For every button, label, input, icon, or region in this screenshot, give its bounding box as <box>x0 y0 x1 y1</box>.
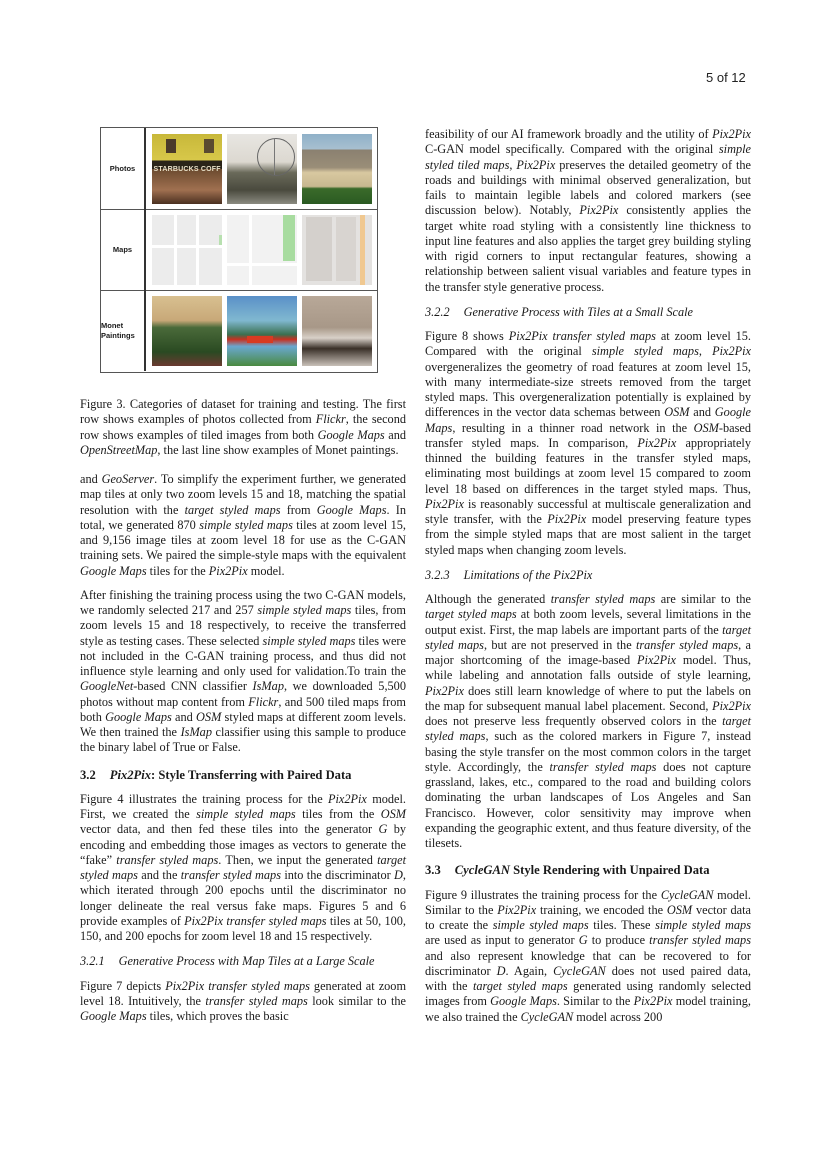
subsection-heading-3-2-2: 3.2.2 Generative Process with Tiles at a Small Scale <box>425 304 693 319</box>
sign-text: STARBUCKS COFF <box>153 165 221 173</box>
monet-red-boats <box>227 296 297 366</box>
monet-winter-scene <box>302 296 372 366</box>
monet-landscape <box>152 296 222 366</box>
left-column <box>80 127 406 1033</box>
figure-row-photos <box>101 128 377 210</box>
paragraph: Figure 7 depicts Pix2Pix transfer styled maps generated at zoom level 18. Intuitively, the transfer styled maps look similar to the Google Maps tiles, which proves the basic <box>80 978 407 1023</box>
paragraph: Figure 8 shows Pix2Pix transfer styled maps at zoom level 15. Compared with the original simple styled maps, Pix2Pix overgeneralizes the geometry of road features at zoom level 15, with many intermediate-size streets removed from the target styled maps. This overgeneralization potentially is explained by differences in the vector data schemas between OSM and Google Maps, resulting in a thinner road network in the OSM-based transfer styled maps. In comparison, Pix2Pix appropriately thinned the building features in the transfer styled maps, eliminating most buildings at zoom level 15 compared to zoom level 18 based on differences in the target styled maps. Thus, Pix2Pix is reasonably successful at multiscale generalization and style transfer, with the Pix2Pix model preserving feature types from the simple styled maps that are most salient in the target styled maps when changing zoom levels. <box>425 329 752 557</box>
paragraph: feasibility of our AI framework broadly and the utility of Pix2Pix C-GAN model specifically. Compared with the original simple styled tiled maps, Pix2Pix preserves the detailed geometry of the roads and buildings with minimal observed generalization, but fails to maintain legible labels and colored markers (see discussion below). Notably, Pix2Pix consistently applies the target white road styling with a consistently line thickness to input line features and also applies the target grey building styling with rigid corners to input rectangular features, showing a relationship between salient visual variables and feature types in the transfer style generative process. <box>425 127 752 294</box>
subsection-heading-3-2-1: 3.2.1 Generative Process with Map Tiles at a Large Scale <box>80 954 375 969</box>
right-column <box>425 127 751 1034</box>
paragraph: Although the generated transfer styled maps are similar to the target styled maps at both zoom levels, several limitations in the output exist. First, the map labels are important parts of the target styled maps, but are not preserved in the transfer styled maps, a major shortcoming of the image-based Pix2Pix model. Thus, while labeling and annotation falls outside of style learning, Pix2Pix does still learn knowledge of where to put the labels on the map for subsequent manual label placement. Second, Pix2Pix does not preserve less frequently observed colors in the target styled maps, such as the colored markers in Figure 7, instead basing the style transfer on the most common colors in the target style. Accordingly, the transfer styled maps does not capture grassland, lakes, etc., compared to the road and building colors dominating the urban landscapes of Los Angeles and San Francisco. However, color sensitivity may improve when expanding the geographic extent, and thus feature diversity, of the tilesets. <box>425 592 752 850</box>
google-map-tile-2 <box>227 215 297 285</box>
row-label: Maps <box>101 209 146 290</box>
osm-map-tile <box>302 215 372 285</box>
paragraph: Figure 9 illustrates the training process for the CycleGAN model. Similar to the Pix2Pix training, we encoded the OSM vector data to create the simple styled maps tiles. These simple styled maps are used as input to generator G to produce transfer styled maps and also represent knowledge that can be recovered to for discriminator D. Again, CycleGAN does not used paired data, with the target styled maps generated using randomly selected images from Google Maps. Similar to the Pix2Pix model training, we also trained the CycleGAN model across 200 <box>425 887 751 1024</box>
section-heading-3-2: 3.2 Pix2Pix: Style Transferring with Paired Data <box>80 767 352 782</box>
subsection-heading-3-2-3: 3.2.3 Limitations of the Pix2Pix <box>425 567 593 582</box>
ferris-wheel-photo <box>227 134 297 204</box>
figure-row-monet <box>101 290 377 371</box>
starbucks-photo <box>152 134 222 204</box>
paragraph: and GeoServer. To simplify the experiment further, we generated map tiles at only two zoom levels 15 and 18, matching the spatial resolution with the target styled maps from Google Maps. In total, we generated 870 simple styled maps tiles at zoom level 15, and 9,156 image tiles at zoom level 18 for use as the C-GAN training sets. We paired the simple-style maps with the equivalent Google Maps tiles for the Pix2Pix model. <box>80 472 406 578</box>
paragraph: After finishing the training process using the two C-GAN models, we randomly selected 217 and 257 simple styled maps tiles, from zoom levels 15 and 18 respectively, to receive the transferred style as testing cases. These selected simple styled maps tiles were not included in the C-GAN training process, and thus did not influence style learning and only used for validation.To train the GoogleNet-based CNN classifier IsMap, we downloaded 5,500 photos without map content from Flickr, and 500 tiled maps from both Google Maps and OSM styled maps at different zoom levels. We then trained the IsMap classifier using this sample to produce the binary label of True or False. <box>80 587 407 755</box>
page-number: 5 of 12 <box>706 70 746 85</box>
figure-3-caption: Figure 3. Categories of dataset for training and testing. The first row shows examples of photos collected from Flickr, the second row shows examples of tiled images from both Google Maps and OpenStreetMap, the last line show examples of Monet paintings. <box>80 397 406 457</box>
figure-row-maps <box>101 209 377 291</box>
figure-3 <box>100 127 378 373</box>
paragraph: Figure 4 illustrates the training process for the Pix2Pix model. First, we created the simple styled maps tiles from the OSM vector data, and then fed these tiles into the generator G by encoding and embedding those images as vectors to generate the “fake” transfer styled maps. Then, we input the generated target styled maps and the transfer styled maps into the discriminator D, which iterated through 200 epochs until the discriminator no longer delineate the real versus fake maps. Figures 5 and 6 provide examples of Pix2Pix transfer styled maps tiles at 50, 100, 150, and 200 epochs for zoom level 18 and 15 respectively. <box>80 791 406 943</box>
row-label: Photos <box>101 128 146 209</box>
palace-garden-photo <box>302 134 372 204</box>
section-heading-3-3: 3.3 CycleGAN Style Rendering with Unpaired Data <box>425 863 710 878</box>
google-map-tile-1 <box>152 215 222 285</box>
row-label: Monet Paintings <box>101 290 146 371</box>
